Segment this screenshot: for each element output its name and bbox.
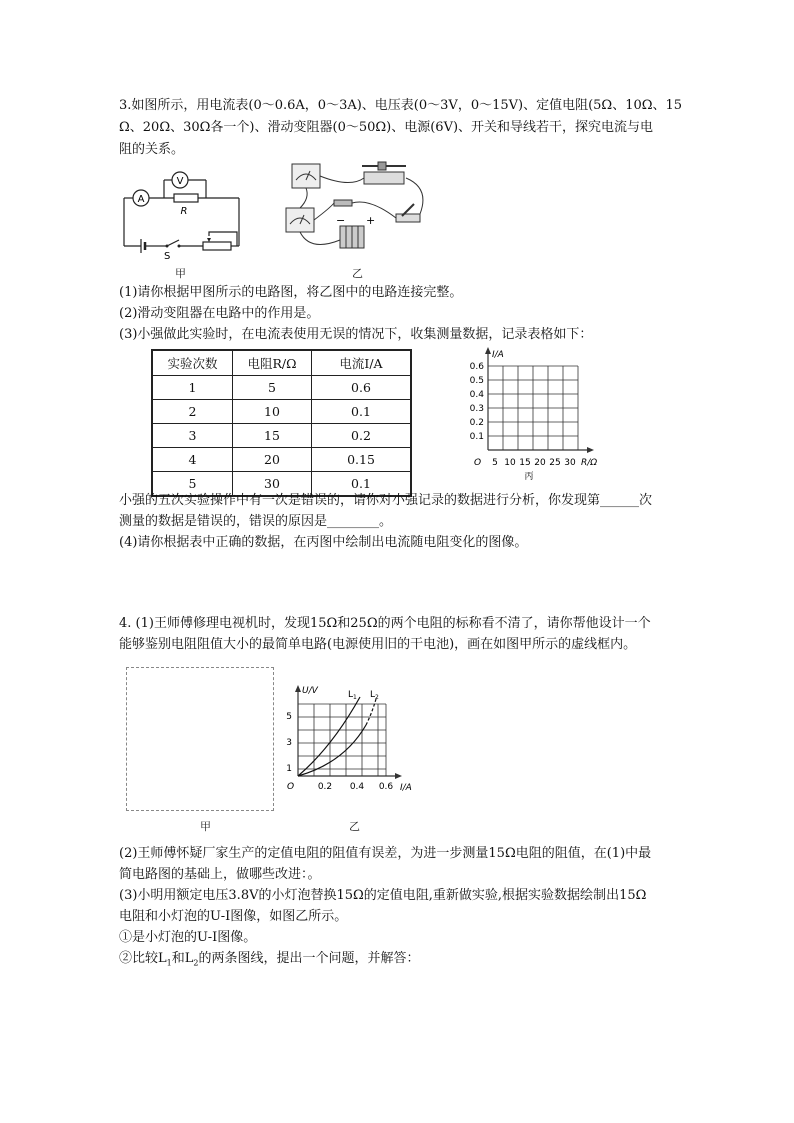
circuit-diagram-jia — [119, 166, 249, 264]
table-cell: 10 — [233, 400, 312, 424]
table-cell: 2 — [152, 400, 233, 424]
table-row — [152, 424, 411, 448]
q4-intro-line-1: 4. (1)王师傅修理电视机时，发现15Ω和25Ω的两个电阻的标称看不清了，请你帮他设计一个 — [119, 616, 651, 631]
table-header-row — [152, 350, 411, 376]
rheostat-device — [364, 172, 404, 184]
q4-part-3-line-2: 电阻和小灯泡的U-I图像，如图乙所示。 — [119, 909, 348, 924]
curve-l2-dashed — [366, 699, 376, 725]
switch-symbol — [167, 240, 179, 246]
q3-intro-line-2: Ω、20Ω、30Ω各一个)、滑动变阻器(0～50Ω)、电源(6V)、开关和导线若干，探究电流与电 — [119, 120, 654, 135]
x-tick: 0.4 — [349, 782, 365, 792]
table-cell: 3 — [152, 424, 233, 448]
x-tick: 0.6 — [378, 782, 394, 792]
curve-l2 — [298, 725, 366, 776]
table-cell: 0.6 — [312, 376, 412, 400]
ammeter-label: A — [137, 194, 145, 205]
voltmeter-label: V — [176, 176, 184, 187]
rheostat-symbol — [203, 242, 231, 250]
q3-fig-jia-caption: 甲 — [175, 267, 186, 280]
q4-part-2-line-1: (2)王师傅怀疑厂家生产的定值电阻的阻值有误差，为进一步测量15Ω电阻的阻值，在(1)中最 — [119, 846, 652, 861]
graph-yi-origin: O — [287, 782, 295, 792]
q4-intro-line-2: 能够鉴别电阻阻值大小的最简单电路(电源使用旧的干电池)，画在如图甲所示的虚线框内。 — [119, 637, 637, 652]
ammeter-device — [286, 208, 314, 232]
table-cell: 30 — [233, 472, 312, 497]
x-tick: 15 — [519, 458, 531, 468]
table-cell: 0.1 — [312, 400, 412, 424]
y-tick: 0.4 — [469, 390, 484, 400]
table-header-cell: 实验次数 — [152, 350, 233, 376]
resistor-symbol — [174, 194, 198, 202]
q4-sub-2-mid: 和L — [171, 951, 194, 966]
q4-sub-2 — [119, 950, 709, 973]
y-tick: 1 — [286, 764, 292, 774]
graph-bing-origin: O — [474, 458, 482, 468]
battery-plus-sign: + — [366, 214, 376, 227]
q4-part-3-line-1: (3)小明用额定电压3.8V的小灯泡替换15Ω的定值电阻,重新做实验,根据实验数据绘制出15Ω — [119, 888, 647, 903]
q4-fig-yi-caption: 乙 — [349, 820, 360, 833]
curve-l1-label: $L_1$ — [348, 690, 357, 701]
q3-part-2: (2)滑动变阻器在电路中的作用是。 — [119, 306, 320, 321]
graph-yi — [282, 685, 422, 800]
table-cell: 0.15 — [312, 448, 412, 472]
q4-dashed-drawing-box — [126, 667, 274, 811]
q3-fig-yi-caption: 乙 — [352, 267, 363, 280]
q4-sub-2-sub2: 2 — [193, 958, 199, 968]
q3-part-1: (1)请你根据甲图所示的电路图，将乙图中的电路连接完整。 — [119, 285, 463, 300]
apparatus-figure-yi — [280, 158, 430, 258]
table-cell: 15 — [233, 424, 312, 448]
graph-bing-caption: 丙 — [524, 472, 534, 482]
curve-l2-label: $L_2$ — [370, 690, 379, 701]
x-tick: 20 — [534, 458, 546, 468]
y-tick: 3 — [286, 738, 292, 748]
q3-intro-line-3: 阻的关系。 — [119, 142, 185, 157]
q3-after-line-2: 测量的数据是错误的，错误的原因是________。 — [119, 514, 393, 529]
y-tick: 0.5 — [469, 376, 484, 386]
x-tick: 10 — [504, 458, 516, 468]
q3-part-4: (4)请你根据表中正确的数据，在丙图中绘制出电流随电阻变化的图像。 — [119, 535, 528, 550]
table-header-cell: 电阻R/Ω — [233, 350, 312, 376]
y-tick: 5 — [286, 712, 292, 722]
q4-fig-jia-caption: 甲 — [200, 820, 211, 833]
table-cell: 0.2 — [312, 424, 412, 448]
q3-data-table — [151, 349, 412, 497]
graph-yi-x-label: I/A — [400, 783, 412, 793]
x-tick: 0.2 — [317, 782, 333, 792]
voltmeter-device — [292, 164, 320, 188]
table-cell: 0.1 — [312, 472, 412, 497]
q3-intro-line-1: 3.如图所示，用电流表(0～0.6A，0～3A)、电压表(0～3V，0～15V)、定值电阻(5Ω、10Ω、15 — [119, 98, 683, 113]
table-cell: 5 — [233, 376, 312, 400]
table-row — [152, 400, 411, 424]
x-tick: 25 — [549, 458, 561, 468]
q4-sub-2-pre: ②比较L — [119, 951, 167, 966]
table-header-cell: 电流I/A — [312, 350, 412, 376]
y-tick: 0.3 — [469, 404, 484, 414]
y-tick: 0.2 — [469, 418, 484, 428]
y-tick: 0.1 — [469, 432, 484, 442]
battery-minus-sign: − — [336, 214, 346, 227]
x-tick: 30 — [564, 458, 576, 468]
switch-label: S — [164, 251, 171, 262]
q3-part-3: (3)小强做此实验时，在电流表使用无误的情况下，收集测量数据，记录表格如下： — [119, 327, 593, 342]
resistor-label: R — [180, 206, 188, 217]
graph-bing — [458, 345, 608, 485]
graph-bing-x-label: R/Ω — [581, 458, 598, 468]
switch-device — [396, 214, 420, 222]
q4-sub-2-sub1: 1 — [166, 958, 172, 968]
table-cell: 4 — [152, 448, 233, 472]
table-cell: 1 — [152, 376, 233, 400]
table-cell: 5 — [152, 472, 233, 497]
graph-yi-y-label: U/V — [302, 686, 318, 696]
q4-part-2-line-2: 简电路图的基础上，做哪些改进：。 — [119, 867, 321, 882]
q3-after-line-1: 小强的五次实验操作中有一次是错误的，请你对小强记录的数据进行分析，你发现第______次 — [119, 493, 653, 508]
graph-bing-y-label: I/A — [492, 350, 504, 360]
x-tick: 5 — [492, 458, 498, 468]
q4-sub-1: ①是小灯泡的U-I图像。 — [119, 930, 257, 945]
resistor-device — [334, 200, 352, 206]
curve-l1 — [298, 697, 360, 776]
y-tick: 0.6 — [469, 362, 484, 372]
q4-sub-2-post: 的两条图线，提出一个问题，并解答： — [198, 951, 420, 966]
table-row — [152, 376, 411, 400]
table-row — [152, 448, 411, 472]
table-cell: 20 — [233, 448, 312, 472]
